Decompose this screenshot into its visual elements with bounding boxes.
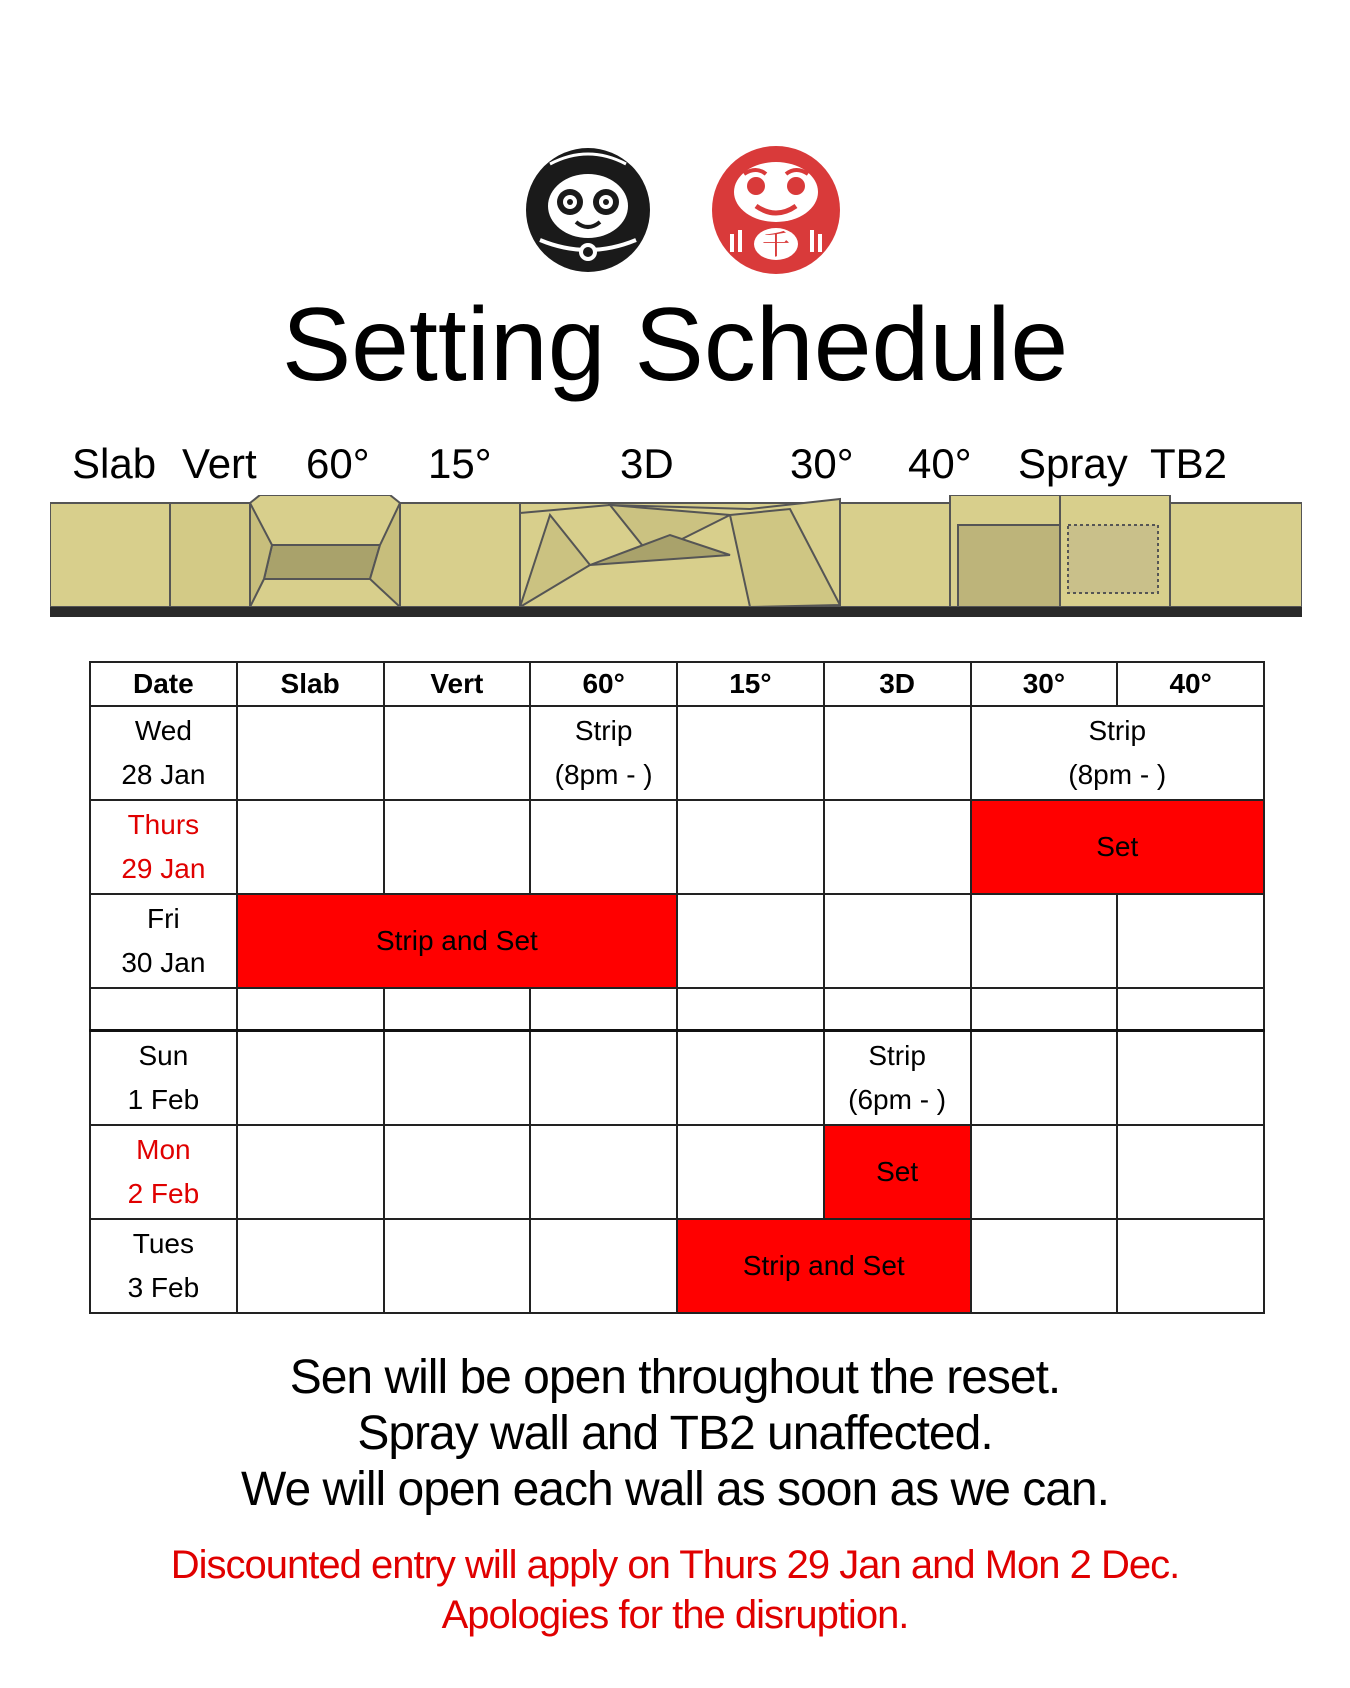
cell-strip-and-set: Strip and Set bbox=[677, 1219, 971, 1313]
cell-empty bbox=[384, 1125, 531, 1219]
cell-empty bbox=[1117, 1219, 1264, 1313]
cell-empty bbox=[677, 1125, 824, 1219]
strip-time: (8pm - ) bbox=[1068, 759, 1167, 790]
apology-note: Apologies for the disruption. bbox=[441, 1593, 909, 1637]
header-slab: Slab bbox=[237, 662, 384, 706]
footer-notes bbox=[0, 1350, 1350, 1518]
daruma-red-logo bbox=[708, 140, 844, 276]
cell-empty bbox=[677, 800, 824, 894]
cell-empty bbox=[384, 1219, 531, 1313]
wall-label-tb2: TB2 bbox=[1150, 440, 1228, 487]
wall-label-40: 40° bbox=[908, 440, 972, 487]
wall-label-vert: Vert bbox=[182, 440, 257, 487]
date-cell bbox=[90, 1219, 237, 1313]
cell-empty bbox=[530, 1219, 677, 1313]
wall-diagram bbox=[50, 495, 1302, 625]
table-row bbox=[90, 1219, 1264, 1313]
cell-strip bbox=[530, 706, 677, 800]
cell-empty bbox=[90, 988, 237, 1031]
table-row bbox=[90, 800, 1264, 894]
header-40: 40° bbox=[1117, 662, 1264, 706]
cell-empty bbox=[237, 800, 384, 894]
wall-labels bbox=[0, 440, 1350, 500]
date-cell bbox=[90, 894, 237, 988]
strip-label: Strip bbox=[1088, 715, 1147, 746]
date-label: 2 Feb bbox=[127, 1178, 200, 1209]
day-label: Thurs bbox=[127, 809, 200, 840]
cell-empty bbox=[1117, 988, 1264, 1031]
day-label: Sun bbox=[138, 1040, 189, 1071]
cell-empty bbox=[237, 1125, 384, 1219]
cell-empty bbox=[237, 1031, 384, 1126]
cell-empty bbox=[824, 706, 971, 800]
wall-label-slab: Slab bbox=[72, 440, 157, 487]
table-row bbox=[90, 1031, 1264, 1126]
page-title: Setting Schedule bbox=[281, 287, 1069, 403]
date-cell bbox=[90, 1125, 237, 1219]
cell-strip bbox=[971, 706, 1265, 800]
cell-empty bbox=[824, 894, 971, 988]
cell-empty bbox=[1117, 1125, 1264, 1219]
cell-empty bbox=[530, 1031, 677, 1126]
cell-empty bbox=[530, 988, 677, 1031]
cell-empty bbox=[1117, 1031, 1264, 1126]
schedule-table bbox=[89, 661, 1265, 1314]
header-30: 30° bbox=[971, 662, 1118, 706]
cell-strip bbox=[824, 1031, 971, 1126]
strip-time: (8pm - ) bbox=[554, 759, 653, 790]
date-label: 3 Feb bbox=[127, 1272, 200, 1303]
discount-note: Discounted entry will apply on Thurs 29 Jan and Mon 2 Dec. bbox=[170, 1543, 1180, 1587]
date-cell bbox=[90, 800, 237, 894]
footer-red-notes bbox=[0, 1540, 1350, 1640]
cell-empty bbox=[237, 706, 384, 800]
wall-label-3d: 3D bbox=[620, 440, 674, 487]
date-label: 28 Jan bbox=[121, 759, 206, 790]
cell-empty bbox=[677, 1031, 824, 1126]
wall-label-spray: Spray bbox=[1018, 440, 1128, 487]
cell-empty bbox=[677, 894, 824, 988]
strip-label: Strip bbox=[574, 715, 633, 746]
date-label: 29 Jan bbox=[121, 853, 206, 884]
table-row bbox=[90, 706, 1264, 800]
svg-text:千: 千 bbox=[761, 228, 791, 261]
logos bbox=[0, 140, 1350, 280]
table-gap-row bbox=[90, 988, 1264, 1031]
cell-empty bbox=[384, 706, 531, 800]
header-15: 15° bbox=[677, 662, 824, 706]
cell-strip-and-set: Strip and Set bbox=[237, 894, 677, 988]
cell-empty bbox=[824, 988, 971, 1031]
cell-set: Set bbox=[971, 800, 1265, 894]
cell-empty bbox=[971, 894, 1118, 988]
footer-line-3: We will open each wall as soon as we can. bbox=[241, 1463, 1109, 1516]
cell-empty bbox=[971, 1219, 1118, 1313]
day-label: Wed bbox=[134, 715, 192, 746]
table-row bbox=[90, 1125, 1264, 1219]
strip-label: Strip bbox=[868, 1040, 926, 1071]
wall-label-30: 30° bbox=[790, 440, 854, 487]
cell-empty bbox=[237, 988, 384, 1031]
date-label: 1 Feb bbox=[127, 1084, 200, 1115]
cell-empty bbox=[384, 988, 531, 1031]
cell-set: Set bbox=[824, 1125, 971, 1219]
date-cell bbox=[90, 706, 237, 800]
cell-empty bbox=[1117, 894, 1264, 988]
day-label: Mon bbox=[136, 1134, 191, 1165]
cell-empty bbox=[384, 1031, 531, 1126]
cell-empty bbox=[530, 1125, 677, 1219]
date-cell bbox=[90, 1031, 237, 1126]
wall-label-60: 60° bbox=[306, 440, 370, 487]
cell-empty bbox=[530, 800, 677, 894]
footer-line-1: Sen will be open throughout the reset. bbox=[289, 1351, 1061, 1404]
cell-empty bbox=[971, 988, 1118, 1031]
date-label: 30 Jan bbox=[121, 947, 206, 978]
cell-empty bbox=[237, 1219, 384, 1313]
strip-time: (6pm - ) bbox=[848, 1084, 947, 1115]
cell-empty bbox=[677, 706, 824, 800]
table-header-row bbox=[90, 662, 1264, 706]
daruma-black-logo bbox=[520, 140, 656, 276]
cell-empty bbox=[384, 800, 531, 894]
day-label: Fri bbox=[147, 903, 180, 934]
cell-empty bbox=[971, 1031, 1118, 1126]
table-row bbox=[90, 894, 1264, 988]
cell-empty bbox=[971, 1125, 1118, 1219]
footer-line-2: Spray wall and TB2 unaffected. bbox=[357, 1407, 993, 1460]
day-label: Tues bbox=[132, 1228, 194, 1259]
wall-label-15: 15° bbox=[428, 440, 492, 487]
header-3d: 3D bbox=[824, 662, 971, 706]
header-60: 60° bbox=[530, 662, 677, 706]
header-date: Date bbox=[90, 662, 237, 706]
cell-empty bbox=[824, 800, 971, 894]
header-vert: Vert bbox=[384, 662, 531, 706]
cell-empty bbox=[677, 988, 824, 1031]
